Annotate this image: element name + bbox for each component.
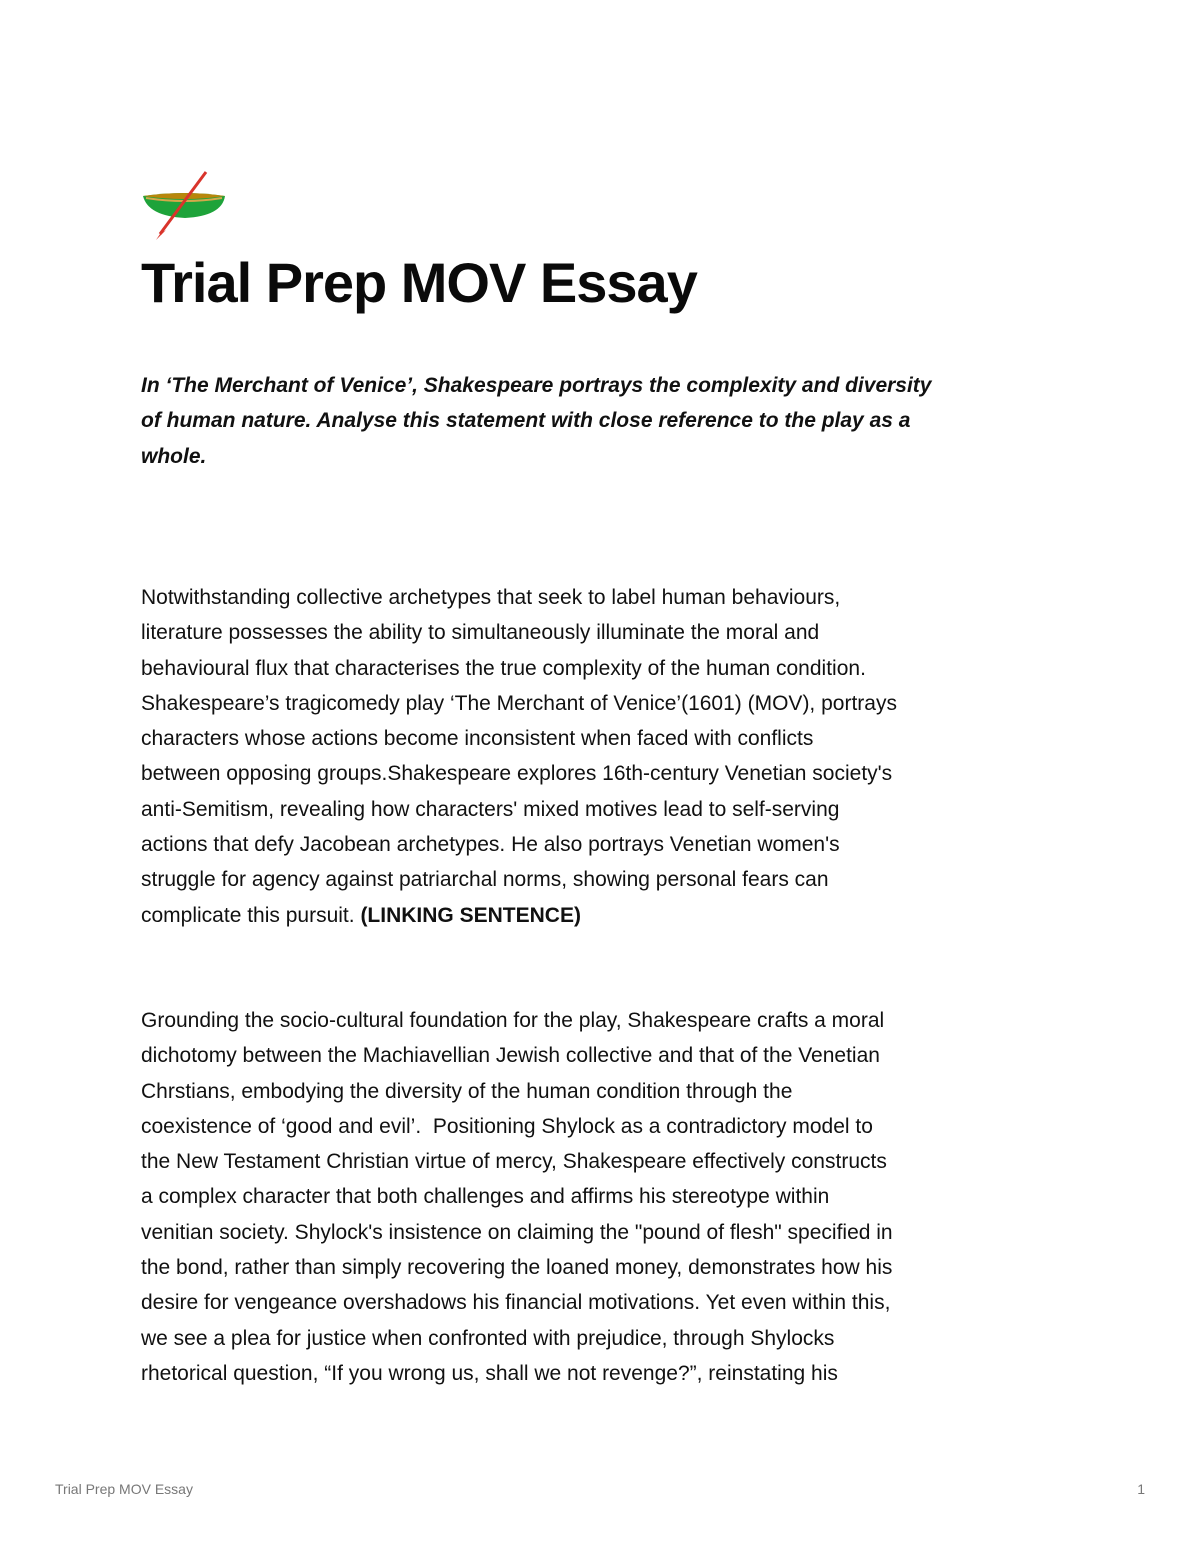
text-line: Shakespeare’s tragicomedy play ‘The Merchant of Venice’(1601) (MOV), portrays [141,691,897,715]
introduction-paragraph [141,580,897,933]
prompt-line: of human nature. Analyse this statement with close reference to the play as a [141,409,911,433]
page-title: Trial Prep MOV Essay [141,251,697,314]
footer-page-number: 1 [1137,1481,1145,1497]
text-line: Grounding the socio-cultural foundation for the play, Shakespeare crafts a moral [141,1009,885,1032]
canoe-icon [140,168,230,240]
text-line [141,898,897,933]
prompt-line: whole. [141,444,207,468]
body-paragraph [141,1003,893,1391]
text-line: the bond, rather than simply recovering the loaned money, demonstrates how his [141,1256,893,1280]
text-line: actions that defy Jacobean archetypes. He also portrays Venetian women's [141,833,840,857]
text-line: between opposing groups.Shakespeare explores 16th-century Venetian society's [141,762,893,786]
text-line: a complex character that both challenges and affirms his stereotype within [141,1185,830,1209]
text-line: Notwithstanding collective archetypes that seek to label human behaviours, [141,586,841,609]
text-line: anti-Semitism, revealing how characters' mixed motives lead to self-serving [141,797,840,821]
text-line: behavioural flux that characterises the true complexity of the human condition. [141,656,866,680]
text-line: coexistence of ‘good and evil’. Positioning Shylock as a contradictory model to [141,1114,873,1138]
text-span: complicate this pursuit. [141,903,361,927]
text-line: venitian society. Shylock's insistence on claiming the "pound of flesh" specified in [141,1220,893,1244]
text-line: Chrstians, embodying the diversity of the human condition through the [141,1079,793,1103]
text-line: characters whose actions become inconsistent when faced with conflicts [141,727,814,751]
text-line: we see a plea for justice when confronted with prejudice, through Shylocks [141,1326,835,1350]
footer-doc-title: Trial Prep MOV Essay [55,1481,193,1497]
text-line: rhetorical question, “If you wrong us, shall we not revenge?”, reinstating his [141,1361,838,1385]
text-line: the New Testament Christian virtue of mercy, Shakespeare effectively constructs [141,1150,887,1174]
linking-sentence-label: (LINKING SENTENCE) [360,903,581,927]
prompt-line: In ‘The Merchant of Venice’, Shakespeare portrays the complexity and diversity [141,374,932,397]
essay-prompt [141,368,931,474]
text-line: struggle for agency against patriarchal norms, showing personal fears can [141,868,829,892]
text-line: literature possesses the ability to simultaneously illuminate the moral and [141,621,820,645]
text-line: desire for vengeance overshadows his financial motivations. Yet even within this, [141,1291,891,1315]
text-line: dichotomy between the Machiavellian Jewish collective and that of the Venetian [141,1044,880,1068]
